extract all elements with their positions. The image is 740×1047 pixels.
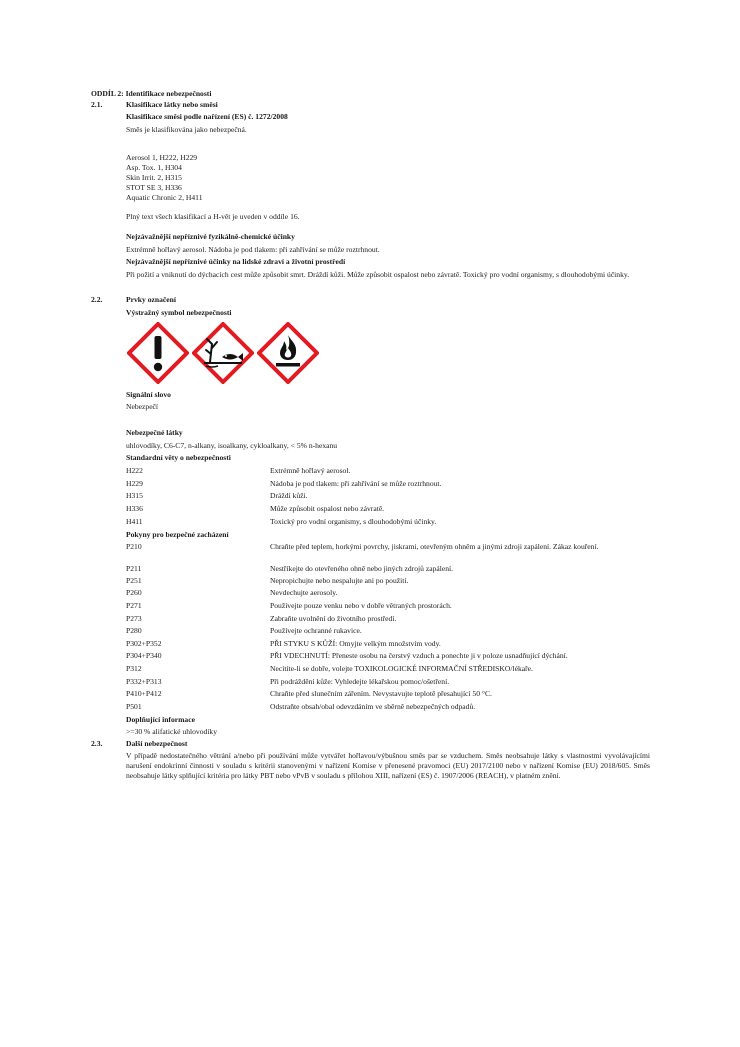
p-code: P304+P340 xyxy=(126,651,162,660)
subsection-number: 2.3. xyxy=(91,739,103,748)
subsection-number: 2.1. xyxy=(91,100,103,109)
health-text: Při požití a vniknutí do dýchacích cest může způsobit smrt. Dráždí kůži. Může způsobit ospalost nebo závratě. Toxický pro vodní organismy, s dlouhodobými účinky. xyxy=(126,270,630,279)
h-text: Extrémně hořlavý aerosol. xyxy=(270,466,351,475)
h-text: Toxický pro vodní organismy, s dlouhodobými účinky. xyxy=(270,517,437,526)
p-code: P302+P352 xyxy=(126,639,162,648)
subsection-number: 2.2. xyxy=(91,295,103,304)
subsection-title: Klasifikace látky nebo směsi xyxy=(126,100,218,109)
section-title: ODDÍL 2: Identifikace nebezpečnosti xyxy=(91,89,212,98)
p-text: Používejte ochranné rukavice. xyxy=(270,626,362,635)
p-code: P211 xyxy=(126,564,142,573)
p-code: P273 xyxy=(126,614,142,623)
p-code: P280 xyxy=(126,626,142,635)
other-hazards-text: V případě nedostatečného větrání a/nebo při používání může vytvářet hořlavou/výbušnou směs par se vzduchem. Směs neobsahuje látky s vlastnostmi vyvolávajícími narušení endokrinní činnosti v souladu s kritérii stanovenými v nařízení Komise v přenesené pravomoci (EU) 2017/2100 nebo v nařízení Komise (EU) 2018/605. Směs neobsahuje látky splňující kritéria pro látky PBT nebo vPvB v souladu s přílohou XIII, nařízení (ES) č. 1907/2006 (REACH), v platném znění. xyxy=(126,751,650,781)
p-text: Chraňte před slunečním zářením. Nevystavujte teplotě přesahující 50 °C. xyxy=(270,689,492,698)
p-text: Používejte pouze venku nebo v dobře větraných prostorách. xyxy=(270,601,452,610)
p-code: P312 xyxy=(126,664,142,673)
exclamation-mark-icon xyxy=(127,322,189,384)
supplementary-heading: Doplňující informace xyxy=(126,715,195,724)
p-text: PŘI VDECHNUTÍ: Přeneste osobu na čerstvý vzduch a ponechte ji v poloze usnadňující dýchání. xyxy=(270,651,568,660)
h-code: H336 xyxy=(126,504,143,513)
h-text: Nádoba je pod tlakem: při zahřívání se může roztrhnout. xyxy=(270,479,442,488)
subsection-title: Prvky označení xyxy=(126,295,176,304)
signal-word-heading: Signální slovo xyxy=(126,390,171,399)
p-text: Nevdechujte aerosoly. xyxy=(270,588,338,597)
physchem-text: Extrémně hořlavý aerosol. Nádoba je pod tlakem: při zahřívání se může roztrhnout. xyxy=(126,245,380,254)
physchem-heading: Nejzávažnější nepříznivé fyzikálně-chemické účinky xyxy=(126,232,295,241)
p-text: Zabraňte uvolnění do životního prostředí. xyxy=(270,614,397,623)
p-code: P260 xyxy=(126,588,142,597)
p-statements-heading: Pokyny pro bezpečné zacházení xyxy=(126,530,229,539)
p-code: P332+P313 xyxy=(126,677,162,686)
p-text: Nepropichujte nebo nespalujte ani po použití. xyxy=(270,576,409,585)
flame-icon xyxy=(257,322,319,384)
p-text: Necítíte-li se dobře, volejte TOXIKOLOGICKÉ INFORMAČNÍ STŘEDISKO/lékaře. xyxy=(270,664,533,673)
p-code: P251 xyxy=(126,576,142,585)
p-code: P410+P412 xyxy=(126,689,162,698)
pictogram-heading: Výstražný symbol nebezpečnosti xyxy=(126,308,232,317)
fulltext-note: Plný text všech klasifikací a H-vět je uveden v oddíle 16. xyxy=(126,212,300,221)
classification-item: Aquatic Chronic 2, H411 xyxy=(126,193,203,202)
p-code: P271 xyxy=(126,601,142,610)
h-code: H315 xyxy=(126,491,143,500)
classification-item: STOT SE 3, H336 xyxy=(126,183,182,192)
hazardous-substances: uhlovodíky, C6-C7, n-alkany, isoalkany, cykloalkany, < 5% n-hexanu xyxy=(126,441,338,450)
h-code: H229 xyxy=(126,479,143,488)
h-code: H222 xyxy=(126,466,143,475)
environment-hazard-icon xyxy=(192,322,254,384)
classification-intro: Směs je klasifikována jako nebezpečná. xyxy=(126,125,247,134)
classification-item: Asp. Tox. 1, H304 xyxy=(126,163,182,172)
h-text: Může způsobit ospalost nebo závratě. xyxy=(270,504,385,513)
signal-word: Nebezpečí xyxy=(126,402,159,411)
hazardous-substances-heading: Nebezpečné látky xyxy=(126,428,183,437)
h-code: H411 xyxy=(126,517,143,526)
p-code: P210 xyxy=(126,542,142,551)
h-statements-heading: Standardní věty o nebezpečnosti xyxy=(126,453,231,462)
classification-heading: Klasifikace směsi podle nařízení (ES) č. 1272/2008 xyxy=(126,112,288,121)
p-text: PŘI STYKU S KŮŽÍ: Omyjte velkým množstvím vody. xyxy=(270,639,441,648)
health-heading: Nejzávažnější nepříznivé účinky na lidské zdraví a životní prostředí xyxy=(126,257,346,266)
supplementary-text: >=30 % alifatické uhlovodíky xyxy=(126,727,218,736)
p-text: Odstraňte obsah/obal odevzdáním ve sběrně nebezpečných odpadů. xyxy=(270,702,476,711)
p-text: Při podráždění kůže: Vyhledejte lékařskou pomoc/ošetření. xyxy=(270,677,450,686)
p-text: Nestříkejte do otevřeného ohně nebo jiných zdrojů zapálení. xyxy=(270,564,454,573)
classification-item: Skin Irrit. 2, H315 xyxy=(126,173,182,182)
h-text: Dráždí kůži. xyxy=(270,491,308,500)
p-text: Chraňte před teplem, horkými povrchy, jiskrami, otevřeným ohněm a jinými zdroji zapálení. Zákaz kouření. xyxy=(270,542,599,551)
p-code: P501 xyxy=(126,702,142,711)
subsection-title: Další nebezpečnost xyxy=(126,739,188,748)
classification-item: Aerosol 1, H222, H229 xyxy=(126,153,198,162)
